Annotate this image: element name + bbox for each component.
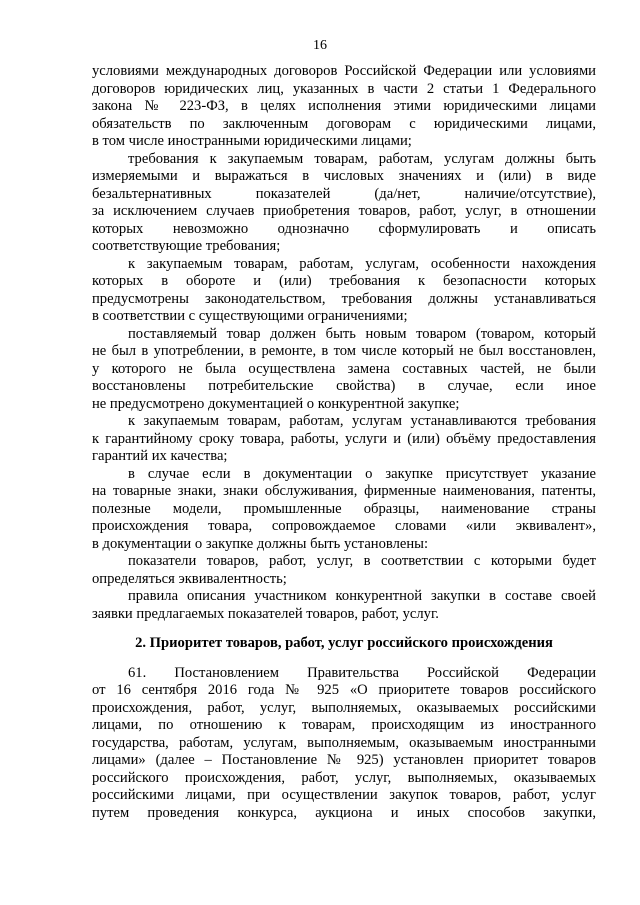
text-line: которых невозможно однозначно сформулировать и описать bbox=[92, 220, 596, 237]
text-line: условиями международных договоров Российской Федерации или условиями bbox=[92, 63, 596, 79]
text-line: к закупаемым товарам, работам, услугам устанавливаются требования bbox=[128, 413, 596, 429]
text-line: в случае если в документации о закупке присутствует указание bbox=[128, 465, 596, 482]
document-body bbox=[92, 63, 596, 822]
paragraph bbox=[92, 553, 596, 588]
text-line: к закупаемым товарам, работам, услугам, особенности нахождения bbox=[128, 255, 596, 272]
text-line: заявки предлагаемых показателей товаров, работ, услуг. bbox=[92, 605, 439, 622]
text-line: определяться эквивалентность; bbox=[92, 570, 287, 587]
text-line: которых в обороте и (или) требования к безопасности которых bbox=[92, 273, 596, 289]
paragraph bbox=[92, 466, 596, 554]
paragraph-continuation bbox=[92, 63, 596, 151]
text-line: предусмотрены законодательством, требования должны устанавливаться bbox=[92, 290, 596, 307]
text-line: на товарные знаки, знаки обслуживания, фирменные наименования, патенты, bbox=[92, 483, 596, 499]
text-line: не предусмотрено документацией о конкурентной закупке; bbox=[92, 395, 460, 412]
text-line: к гарантийному сроку товара, работы, услуги и (или) объёму предоставления bbox=[92, 430, 596, 447]
text-line: российского происхождения, работ, услуг, выполняемых, оказываемых bbox=[92, 769, 596, 786]
text-line: правила описания участником конкурентной закупки в составе своей bbox=[128, 588, 596, 604]
text-line: в соответствии с существующими ограничениями; bbox=[92, 308, 408, 324]
text-line: у которого не была осуществлена замена составных частей, не были bbox=[92, 360, 596, 377]
text-line: в том числе иностранными юридическими лицами; bbox=[92, 133, 412, 149]
text-line: показатели товаров, работ, услуг, в соответствии с которыми будет bbox=[128, 553, 596, 569]
text-line: в документации о закупке должны быть установлены: bbox=[92, 535, 429, 552]
text-line: требования к закупаемым товарам, работам, услугам должны быть bbox=[128, 150, 596, 167]
paragraph bbox=[92, 588, 596, 623]
text-line: поставляемый товар должен быть новым товаром (товаром, который bbox=[128, 325, 596, 342]
text-line: измеряемыми и выражаться в числовых значениях и (или) в виде bbox=[92, 168, 596, 184]
paragraph bbox=[92, 151, 596, 256]
text-line: не был в употреблении, в ремонте, в том числе который не был восстановлен, bbox=[92, 343, 596, 359]
text-line: закона № 223-ФЗ, в целях исполнения этими юридическими лицами bbox=[92, 98, 596, 114]
paragraph bbox=[92, 256, 596, 326]
text-line: договоров юридических лиц, указанных в части 2 статьи 1 Федерального bbox=[92, 80, 596, 97]
text-line: лицами, по отношению к товарам, происходящим из иностранного bbox=[92, 717, 596, 733]
page-number: 16 bbox=[313, 38, 327, 53]
text-line: происхождения товара, сопровождаемое словами «или эквивалент», bbox=[92, 518, 596, 534]
paragraph bbox=[92, 413, 596, 466]
text-line: соответствующие требования; bbox=[92, 238, 281, 254]
text-line: 61. Постановлением Правительства Российской Федерации bbox=[128, 664, 596, 681]
text-line: государства, работам, услугам, выполняемым, оказываемым иностранными bbox=[92, 734, 596, 751]
text-line: полезные модели, промышленные образцы, наименование страны bbox=[92, 500, 596, 517]
text-line: за исключением случаев приобретения товаров, работ, услуг, в отношении bbox=[92, 203, 596, 219]
paragraph-61 bbox=[92, 665, 596, 823]
text-line: происхождения, работ, услуг, выполняемых, оказываемых российскими bbox=[92, 699, 596, 716]
text-line: гарантий их качества; bbox=[92, 448, 228, 464]
text-line: лицами» (далее – Постановление № 925) установлен приоритет товаров bbox=[92, 752, 596, 768]
text-line: российскими лицами, при осуществлении закупок товаров, работ, услуг bbox=[92, 787, 596, 803]
paragraph bbox=[92, 326, 596, 414]
text-line: восстановлены потребительские свойства) в случае, если иное bbox=[92, 378, 596, 394]
text-line: от 16 сентября 2016 года № 925 «О приоритете товаров российского bbox=[92, 682, 596, 698]
text-line: обязательств по заключенным договорам с юридическими лицами, bbox=[92, 115, 596, 132]
section-heading: 2. Приоритет товаров, работ, услуг российского происхождения bbox=[135, 635, 553, 651]
text-line: безальтернативных показателей (да/нет, наличие/отсутствие), bbox=[92, 185, 596, 202]
text-line: путем проведения конкурса, аукциона и иных способов закупки, bbox=[92, 804, 596, 821]
